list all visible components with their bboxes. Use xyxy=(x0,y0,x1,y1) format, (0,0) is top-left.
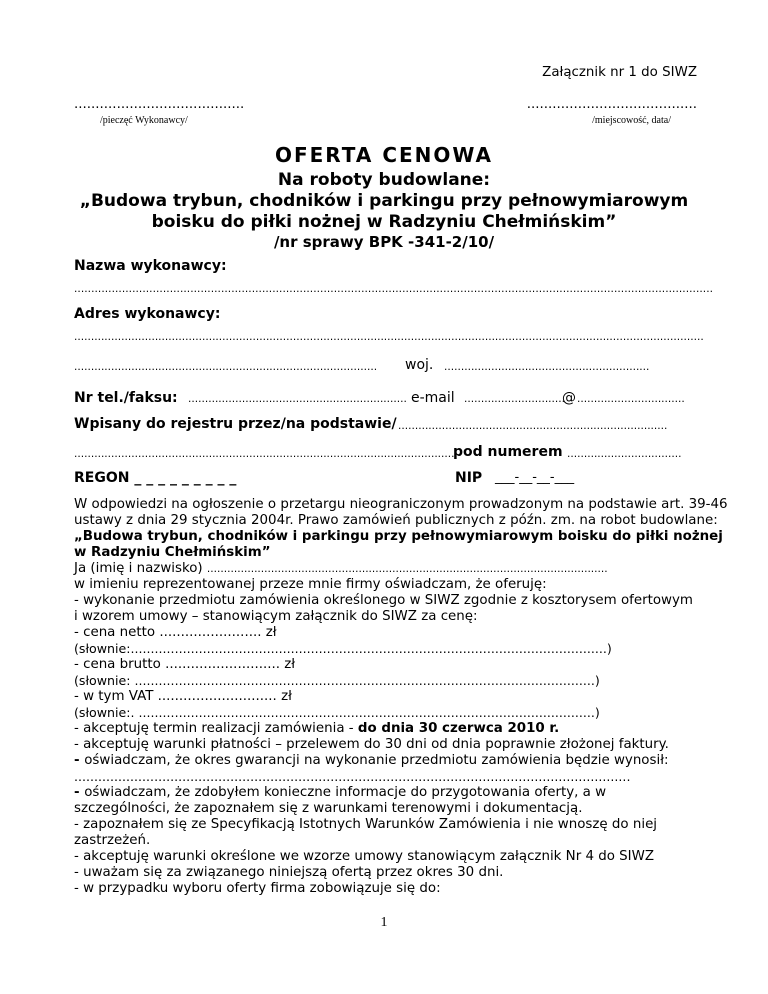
voivodeship-field[interactable]: ............................................................. xyxy=(444,361,650,373)
body-line-bold: „Budowa trybun, chodników i parkingu przy pełnowymiarowym boisku do piłki nożnej xyxy=(74,529,723,544)
net-price-words[interactable]: (słownie:.......................................................................................................................) xyxy=(74,641,612,656)
body-line: szczególności, że zapoznałem się z warunkami terenowymi i dokumentacją. xyxy=(74,801,583,816)
phone-fax-field[interactable]: ................................................................. xyxy=(188,393,407,405)
regon-field[interactable]: REGON _ _ _ _ _ _ _ _ _ xyxy=(74,470,237,486)
info-text: oświadczam, że zdobyłem konieczne informacje do przygotowania oferty, a w xyxy=(84,785,607,800)
body-line-bold: w Radzyniu Chełmińskim” xyxy=(74,545,271,560)
info-line xyxy=(74,785,606,800)
name-label: Ja (imię i nazwisko) xyxy=(74,561,203,576)
register-number-field[interactable]: .................................. xyxy=(567,448,682,460)
subtitle-line-1: Na roboty budowlane: xyxy=(277,170,491,190)
subtitle-line-2: „Budowa trybun, chodników i parkingu przy pełnowymiarowym xyxy=(79,191,689,211)
body-line: zastrzeżeń. xyxy=(74,833,151,848)
deadline-line xyxy=(74,721,559,736)
nip-field[interactable]: ___-__-__-___ xyxy=(495,470,575,485)
contractor-address-label: Adres wykonawcy: xyxy=(74,306,221,322)
warranty-line xyxy=(74,753,669,768)
body-line: W odpowiedzi na ogłoszenie o przetargu nieograniczonym prowadzonym na podstawie art. 39-46 xyxy=(74,497,728,512)
email-at-sign: @ xyxy=(562,390,576,406)
stamp-caption: /pieczęć Wykonawcy/ xyxy=(100,115,188,126)
body-line: - akceptuję warunki określone we wzorze umowy stanowiącym załącznik Nr 4 do SIWZ xyxy=(74,849,655,864)
phone-fax-label: Nr tel./faksu: xyxy=(74,390,178,406)
contractor-name-field[interactable]: ........................................................................................................................................................................................... xyxy=(74,283,714,295)
name-field[interactable]: ....................................................................................................................... xyxy=(206,563,608,575)
body-line: - zapoznałem się ze Specyfikacją Istotnych Warunków Zamówienia i nie wnoszę do niej xyxy=(74,817,658,832)
email-user-field[interactable]: .............................. xyxy=(464,393,566,405)
body-line: i wzorem umowy – stanowiącym załącznik do SIWZ za cenę: xyxy=(74,609,478,624)
bullet: - xyxy=(74,785,85,800)
case-number: /nr sprawy BPK -341-2/10/ xyxy=(273,233,495,251)
contractor-name-label: Nazwa wykonawcy: xyxy=(74,258,227,274)
vat-line[interactable]: - w tym VAT ............................ zł xyxy=(74,689,292,704)
voivodeship-label: woj. xyxy=(405,357,434,373)
vat-words[interactable]: (słownie:. ..................................................................................................................) xyxy=(74,705,600,720)
place-dots: ........................................ xyxy=(526,97,697,112)
body-line: - uważam się za związanego niniejszą ofertą przez okres 30 dni. xyxy=(74,865,504,880)
warranty-text: oświadczam, że okres gwarancji na wykonanie przedmiotu zamówienia będzie wynosił: xyxy=(84,753,669,768)
email-domain-field[interactable]: ................................ xyxy=(577,393,685,405)
page-number: 1 xyxy=(380,915,388,930)
document-title: OFERTA CENOWA xyxy=(274,143,494,167)
body-line: - w przypadku wyboru oferty firma zobowiązuje się do: xyxy=(74,881,441,896)
email-label: e-mail xyxy=(411,390,455,406)
subtitle-line-3: boisku do piłki nożnej w Radzyniu Chełmińskim” xyxy=(151,212,617,232)
body-line: ustawy z dnia 29 stycznia 2004r. Prawo zamówień publicznych z późn. zm. na robot budowlane: xyxy=(74,513,718,528)
name-line xyxy=(74,561,608,576)
nip-label: NIP xyxy=(455,470,483,486)
bullet: - xyxy=(74,753,85,768)
gross-price-line[interactable]: - cena brutto ........................... zł xyxy=(74,657,296,672)
attachment-label: Załącznik nr 1 do SIWZ xyxy=(542,65,697,80)
body-line: - wykonanie przedmiotu zamówienia określonego w SIWZ zgodnie z kosztorysem ofertowym xyxy=(74,593,693,608)
stamp-dots: ........................................ xyxy=(74,97,245,112)
place-caption: /miejscowość, data/ xyxy=(592,115,671,126)
body-line: - akceptuję warunki płatności – przelewem do 30 dni od dnia poprawnie złożonej faktury. xyxy=(74,737,669,752)
warranty-field[interactable]: ........................................................................................................................................... xyxy=(74,769,631,784)
register-field-2[interactable]: ................................................................................................................. xyxy=(74,448,455,460)
register-number-label: pod numerem xyxy=(453,444,563,460)
deadline-date: do dnia 30 czerwca 2010 r. xyxy=(357,721,560,736)
register-field[interactable]: ................................................................................ xyxy=(398,420,668,432)
deadline-text: - akceptuję termin realizacji zamówienia - xyxy=(74,721,358,736)
contractor-address-field[interactable]: ........................................................................................................................................................................................... xyxy=(74,331,704,343)
register-label: Wpisany do rejestru przez/na podstawie/ xyxy=(74,416,397,432)
gross-price-words[interactable]: (słownie: ...................................................................................................................) xyxy=(74,673,600,688)
contractor-address-field-2[interactable]: .......................................................................................... xyxy=(74,361,378,373)
body-line: w imieniu reprezentowanej przeze mnie firmy oświadczam, że oferuję: xyxy=(74,577,547,592)
net-price-line[interactable]: - cena netto ........................ zł xyxy=(74,625,277,640)
